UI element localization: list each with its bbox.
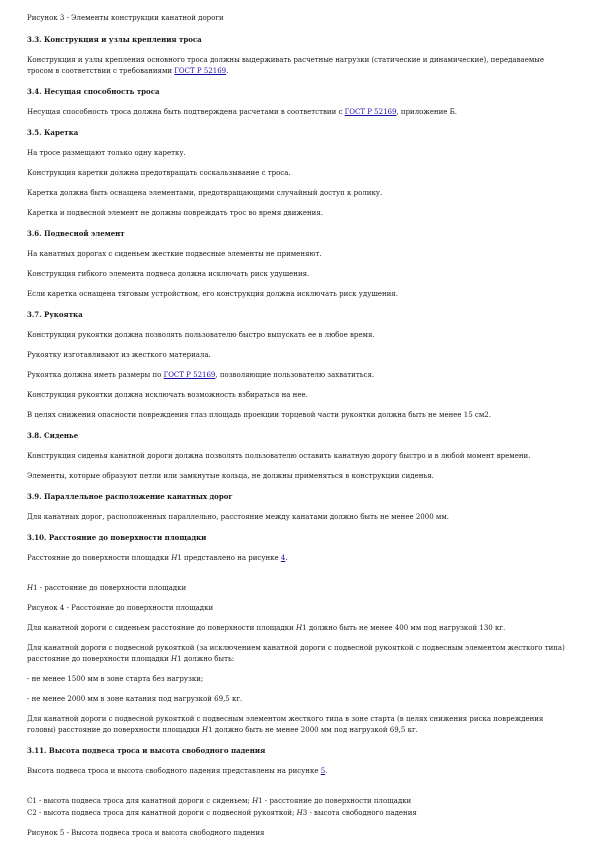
paragraph: На тросе размещают только одну каретку.: [27, 149, 186, 157]
figure-4-caption: Рисунок 4 - Расстояние до поверхности площадки: [27, 604, 214, 612]
text-span: С1 - высота подвеса троса для канатной дороги с сиденьем;: [27, 797, 253, 805]
paragraph: [27, 643, 572, 665]
paragraph: В целях снижения опасности повреждения глаз площадь проекции торцевой части рукоятки должна быть не менее 15 см2.: [27, 411, 491, 419]
gost-link[interactable]: ГОСТ Р 52169: [163, 371, 216, 379]
paragraph: [27, 766, 572, 777]
text-span: , приложение Б.: [396, 108, 458, 116]
paragraph: [27, 553, 572, 564]
text-span: Для канатной дороги с сиденьем расстояние до поверхности площадки: [27, 624, 297, 632]
paragraph: Конструкция рукоятки должна исключать возможность взбираться на нее.: [27, 391, 308, 399]
text-span: Рукоятка должна иметь размеры по: [27, 371, 164, 379]
figure-4-legend: [27, 583, 572, 594]
section-3-11-heading: 3.11. Высота подвеса троса и высота свободного падения: [27, 746, 266, 755]
section-3-3-heading: 3.3. Конструкция и узлы крепления троса: [27, 35, 202, 44]
figure-5-caption: Рисунок 5 - Высота подвеса троса и высота свободного падения: [27, 829, 265, 837]
section-3-6-heading: 3.6. Подвесной элемент: [27, 229, 125, 238]
paragraph: Элементы, которые образуют петли или замкнутые кольца, не должны применяться в конструкции сиденья.: [27, 472, 434, 480]
paragraph: Конструкция каретки должна предотвращать соскальзывание с троса.: [27, 169, 291, 177]
figure-3-caption: Рисунок 3 - Элементы конструкции канатной дороги: [27, 14, 224, 22]
gost-link[interactable]: ГОСТ Р 52169: [174, 67, 227, 75]
paragraph: Рукоятку изготавливают из жесткого материала.: [27, 351, 211, 359]
paragraph: Конструкция рукоятки должна позволять пользователю быстро выпускать ее в любое время.: [27, 331, 375, 339]
paragraph: Каретка должна быть оснащена элементами, предотвращающими случайный доступ к ролику.: [27, 189, 383, 197]
text-span: Конструкция и узлы крепления основного троса должны выдерживать расчетные нагрузки (статические и динамические), передаваемые тросом в соответствии с требованиями: [27, 56, 544, 75]
paragraph: Каретка и подвесной элемент не должны повреждать трос во время движения.: [27, 209, 323, 217]
text-span: Для канатной дороги с подвесной рукояткой (за исключением канатной дороги с подвесной рукояткой с подвесным элементом жесткого типа) расстояние до поверхности площадки: [27, 644, 565, 663]
section-3-10-heading: 3.10. Расстояние до поверхности площадки: [27, 533, 207, 542]
text-span: 1 - расстояние до поверхности площадки: [258, 797, 412, 805]
figure-4-link[interactable]: 4: [280, 554, 286, 562]
variable-h: Н: [27, 584, 34, 592]
text-span: 1 представлено на рисунке: [177, 554, 281, 562]
text-span: 3 - высота свободного падения: [302, 809, 417, 817]
section-3-7-heading: 3.7. Рукоятка: [27, 310, 83, 319]
section-3-3-paragraph: [27, 55, 572, 77]
variable-h: Н: [202, 726, 209, 734]
paragraph: На канатных дорогах с сиденьем жесткие подвесные элементы не применяют.: [27, 250, 322, 258]
list-item: - не менее 1500 мм в зоне старта без нагрузки;: [27, 675, 204, 683]
section-3-5-heading: 3.5. Каретка: [27, 128, 79, 137]
gost-link[interactable]: ГОСТ Р 52169: [344, 108, 397, 116]
text-span: Высота подвеса троса и высота свободного падения представлены на рисунке: [27, 767, 321, 775]
text-span: 1 - расстояние до поверхности площадки: [33, 584, 187, 592]
paragraph: Для канатных дорог, расположенных параллельно, расстояние между канатами должно быть не менее 2000 мм.: [27, 513, 449, 521]
variable-h: Н: [171, 655, 178, 663]
paragraph: Конструкция гибкого элемента подвеса должна исключать риск удушения.: [27, 270, 310, 278]
text-span: , позволяющие пользователю захватиться.: [215, 371, 375, 379]
section-3-9-heading: 3.9. Параллельное расположение канатных дорог: [27, 492, 233, 501]
text-span: .: [226, 67, 229, 75]
text-span: 1 должно быть не менее 2000 мм под нагрузкой 69,5 кг.: [208, 726, 418, 734]
paragraph: Конструкция сиденья канатной дороги должна позволять пользователю оставить канатную дорогу быстро и в любой момент времени.: [27, 452, 531, 460]
text-span: 1 должно быть:: [177, 655, 235, 663]
figure-5-link[interactable]: 5: [320, 767, 326, 775]
list-item: - не менее 2000 мм в зоне катания под нагрузкой 69,5 кг.: [27, 695, 243, 703]
paragraph: [27, 714, 572, 736]
document-page: [27, 13, 572, 848]
variable-h: Н: [252, 797, 259, 805]
text-span: .: [325, 767, 328, 775]
figure-5-legend-line-1: [27, 796, 572, 807]
paragraph: [27, 623, 572, 634]
text-span: Несущая способность троса должна быть подтверждена расчетами в соответствии с: [27, 108, 345, 116]
variable-h: Н: [296, 624, 303, 632]
section-3-4-paragraph: [27, 107, 572, 118]
section-3-8-heading: 3.8. Сиденье: [27, 431, 79, 440]
text-span: Для канатной дороги с подвесной рукояткой с подвесным элементом жесткого типа в зоне старта (в целях снижения риска повреждения головы) расстояние до поверхности площадки: [27, 715, 544, 734]
paragraph: [27, 370, 572, 381]
figure-5-placeholder: [27, 786, 572, 796]
figure-5-legend-line-2: [27, 808, 572, 819]
text-span: С2 - высота подвеса троса для канатной дороги с подвесной рукояткой;: [27, 809, 297, 817]
section-3-4-heading: 3.4. Несущая способность троса: [27, 87, 160, 96]
text-span: .: [285, 554, 288, 562]
text-span: Расстояние до поверхности площадки: [27, 554, 172, 562]
variable-h: Н: [171, 554, 178, 562]
paragraph: Если каретка оснащена тяговым устройством, его конструкция должна исключать риск удушения.: [27, 290, 398, 298]
variable-h: Н: [296, 809, 303, 817]
text-span: 1 должно быть не менее 400 мм под нагрузкой 130 кг.: [302, 624, 506, 632]
figure-4-placeholder: [27, 573, 572, 583]
